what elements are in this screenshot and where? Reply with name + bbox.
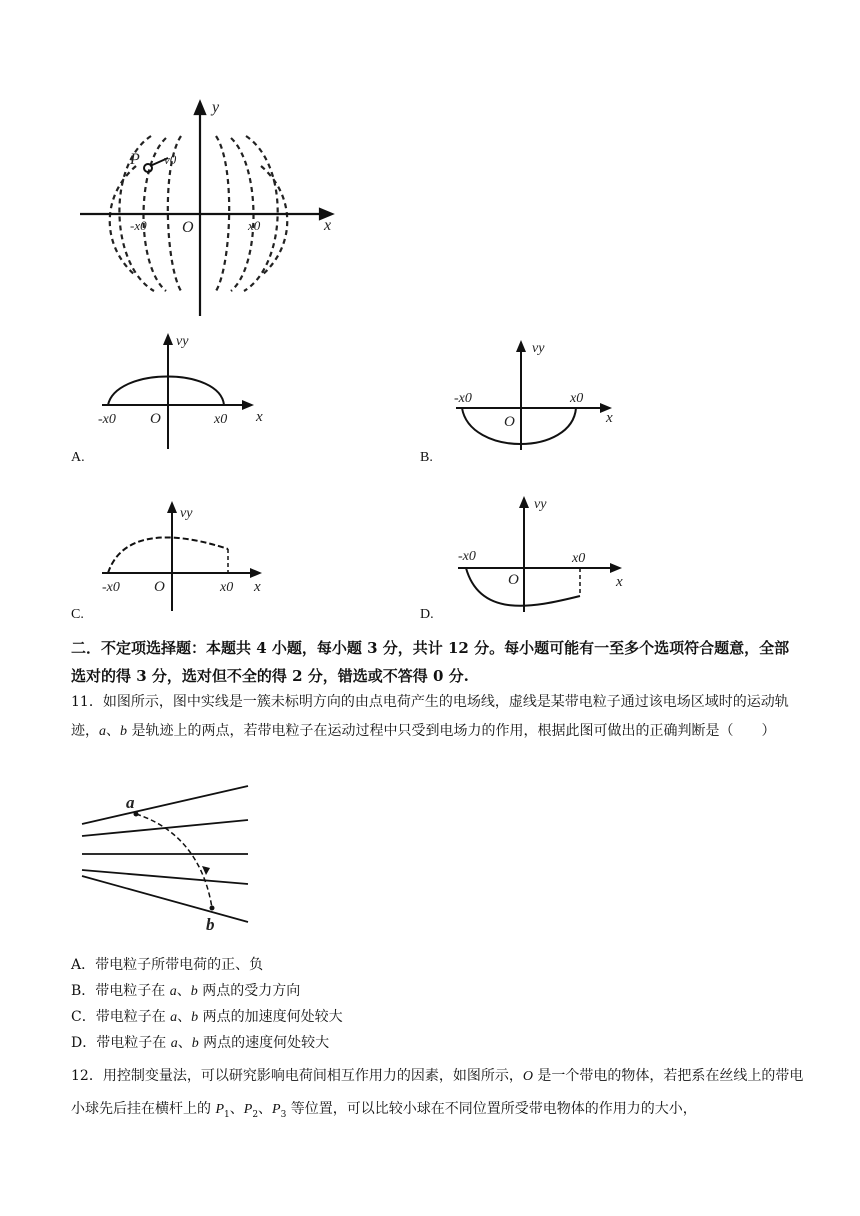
option-d-letter[interactable]: D. — [420, 607, 434, 622]
q12-sep-2: 、 — [258, 1101, 273, 1117]
option-d-graph — [452, 492, 632, 616]
field-line — [82, 870, 248, 884]
q11-choice-c[interactable] — [71, 1004, 343, 1031]
trajectory-arrow — [202, 866, 210, 875]
q11-choice-c-post: 两点的加速度何处较大 — [198, 1009, 343, 1025]
q11-choice-d-sep: 、 — [177, 1035, 192, 1051]
label-a: a — [126, 793, 135, 812]
q12-part1: 12．用控制变量法，可以研究影响电荷间相互作用力的因素，如图所示， — [71, 1068, 523, 1084]
q12-p1: P — [215, 1102, 225, 1117]
question-11-figure — [76, 780, 256, 932]
vy-label: vy — [532, 341, 545, 356]
y-arrow — [163, 333, 173, 345]
option-c-graph — [96, 495, 276, 613]
q11-choice-b-pre: B．带电粒子在 — [71, 983, 170, 999]
q11-choice-b[interactable] — [71, 978, 300, 1005]
vy-label: vy — [534, 497, 547, 512]
x-label: x — [256, 409, 263, 425]
q12-part2: 是一个带电的物体，若把系在丝线上的带电小球先后挂在横杆上的 — [71, 1068, 804, 1117]
x-label: x — [254, 579, 261, 595]
question-12-stem — [71, 1060, 811, 1131]
point-b — [210, 906, 215, 911]
y-arrow — [195, 102, 205, 114]
q11-var-a: a — [99, 724, 106, 739]
label-b: b — [206, 915, 215, 932]
option-a-graph — [96, 327, 276, 452]
q11-choice-b-var-b: b — [190, 984, 198, 999]
vy-curve — [108, 537, 228, 573]
y-label: y — [212, 99, 220, 116]
x0-label: x0 — [214, 412, 228, 427]
x-arrow — [242, 400, 254, 410]
x-label: x — [324, 217, 332, 234]
option-a-letter[interactable]: A. — [71, 450, 85, 465]
q11-choice-d-var-a: a — [170, 1036, 178, 1051]
x0-label: x0 — [572, 551, 586, 566]
q12-part3: 等位置，可以比较小球在不同位置所受带电物体的作用力的大小， — [286, 1101, 697, 1117]
section-2-heading: 二．不定项选择题：本题共 4 小题，每小题 3 分，共计 12 分。每小题可能有一至多个选项符合题意，全部选对的得 3 分，选对但不全的得 2 分，错选或不答得 0 分. — [71, 639, 790, 685]
option-b-graph — [450, 334, 620, 454]
x0-label: x0 — [220, 580, 234, 595]
q12-p1-sub: 1 — [224, 1109, 230, 1120]
origin-label: O — [504, 414, 515, 430]
neg-x0-label: -x0 — [454, 391, 472, 406]
x0-label: x0 — [248, 218, 261, 233]
q12-var-o: O — [522, 1069, 533, 1084]
x-arrow — [610, 563, 622, 573]
q12-p3-sub: 3 — [280, 1109, 287, 1120]
q11-choice-d-post: 两点的速度何处较大 — [198, 1035, 330, 1051]
x-arrow — [250, 568, 262, 578]
q11-choice-d[interactable] — [71, 1030, 329, 1057]
neg-x0-label: -x0 — [130, 218, 147, 233]
origin-label: O — [508, 572, 519, 588]
origin-label: O — [154, 579, 165, 595]
field-line-figure — [76, 96, 342, 318]
neg-x0-label: -x0 — [458, 549, 476, 564]
question-11-stem — [71, 688, 811, 746]
y-arrow — [167, 501, 177, 513]
q11-sep: 、 — [106, 723, 120, 739]
origin-label: O — [150, 411, 161, 427]
point-a — [134, 812, 139, 817]
q12-p2: P — [243, 1102, 253, 1117]
vy-label: vy — [180, 506, 193, 521]
q12-p2-sub: 2 — [252, 1109, 259, 1120]
neg-x0-label: -x0 — [102, 580, 120, 595]
q11-choice-b-sep: 、 — [176, 983, 191, 999]
vy-curve — [108, 377, 224, 406]
x-label: x — [606, 410, 613, 426]
vy-label: vy — [176, 334, 189, 349]
v0-label: v0 — [164, 152, 177, 167]
q11-choice-c-sep: 、 — [177, 1009, 192, 1025]
y-arrow — [516, 340, 526, 352]
option-c-letter[interactable]: C. — [71, 607, 84, 622]
x-label: x — [616, 574, 623, 590]
q11-choice-b-post: 两点的受力方向 — [197, 983, 301, 999]
option-b-letter[interactable]: B. — [420, 450, 433, 465]
field-line — [82, 786, 248, 824]
q11-choice-a[interactable] — [71, 952, 263, 978]
y-arrow — [519, 496, 529, 508]
q11-choice-b-var-a: a — [169, 984, 177, 999]
q11-stem-part2: 是轨迹上的两点，若带电粒子在运动过程中只受到电场力的作用，根据此图可做出的正确判断是（ ） — [127, 723, 776, 739]
q11-choice-c-pre: C．带电粒子在 — [71, 1009, 171, 1025]
p-label: P — [130, 151, 140, 168]
x0-label: x0 — [570, 391, 584, 406]
vy-curve — [462, 408, 576, 444]
q12-p3: P — [272, 1102, 281, 1117]
neg-x0-label: -x0 — [98, 412, 116, 427]
q12-sep-1: 、 — [229, 1101, 244, 1117]
q11-choice-a-text: A．带电粒子所带电荷的正、负 — [71, 957, 264, 973]
q11-choice-c-var-a: a — [170, 1010, 178, 1025]
q11-choice-d-var-b: b — [191, 1036, 199, 1051]
q11-stem-part1: 11．如图所示，图中实线是一簇未标明方向的由点电荷产生的电场线，虚线是某带电粒子通过该电场区域时的运动轨迹， — [71, 694, 789, 739]
q11-choice-c-var-b: b — [191, 1010, 199, 1025]
origin-label: O — [182, 219, 194, 236]
q11-choice-d-pre: D．带电粒子在 — [71, 1035, 171, 1051]
q11-var-b: b — [120, 724, 127, 739]
field-line — [82, 876, 248, 922]
